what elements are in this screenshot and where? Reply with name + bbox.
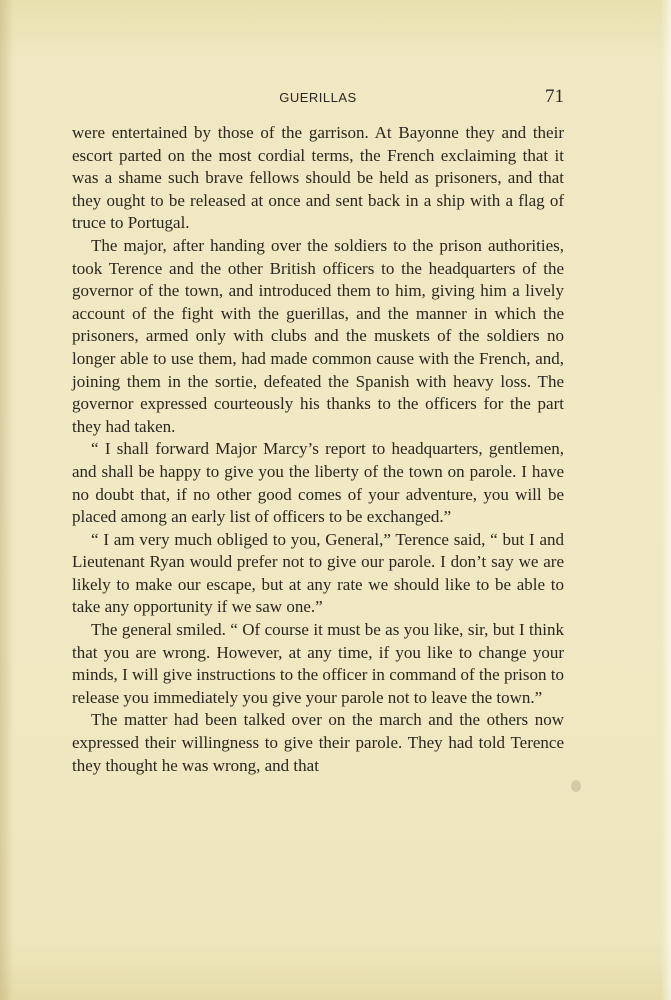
- paragraph: were entertained by those of the garrison. At Bayonne they and their escort parted on the most cordial terms, the French exclaiming that it was a shame such brave fellows should be held as prisoners, and that they ought to be released at once and sent back in a ship with a flag of truce to Portugal.: [72, 123, 564, 233]
- paper-stain: [571, 780, 581, 792]
- page-number: 71: [545, 86, 564, 107]
- paragraph: The general smiled. “ Of course it must be as you like, sir, but I think that you are wrong. However, at any time, if you like to change your minds, I will give instructions to the officer in command of the prison to release you immediately you give your parole not to leave the town.”: [72, 620, 564, 707]
- page-header: [72, 86, 564, 112]
- running-head: GUERILLAS: [279, 90, 357, 105]
- paragraph: “ I am very much obliged to you, General,” Terence said, “ but I and Lieutenant Ryan would prefer not to give our parole. I don’t say we are likely to make our escape, but at any rate we should like to be able to take any opportunity if we saw one.”: [72, 529, 564, 617]
- paragraph: “ I shall forward Major Marcy’s report to headquarters, gentlemen, and shall be happy to give you the liberty of the town on parole. I have no doubt that, if no other good comes of your adventure, you will be placed among an early list of officers to be exchanged.”: [72, 439, 564, 527]
- paragraph: The major, after handing over the soldiers to the prison authorities, took Terence and the other British officers to the headquarters of the governor of the town, and introduced them to him, giving him a lively account of the fight with the guerillas, and the manner in which the prisoners, armed only with clubs and the muskets of the soldiers no longer able to use them, had made common cause with the French, and, joining them in the sortie, defeated the Spanish with heavy loss. The governor expressed courteously his thanks to the officers for the part they had taken.: [72, 235, 564, 436]
- paragraph: The matter had been talked over on the march and the others now expressed their willingness to give their parole. They had told Terence they thought he was wrong, and that: [72, 710, 564, 775]
- body-text: [72, 122, 564, 777]
